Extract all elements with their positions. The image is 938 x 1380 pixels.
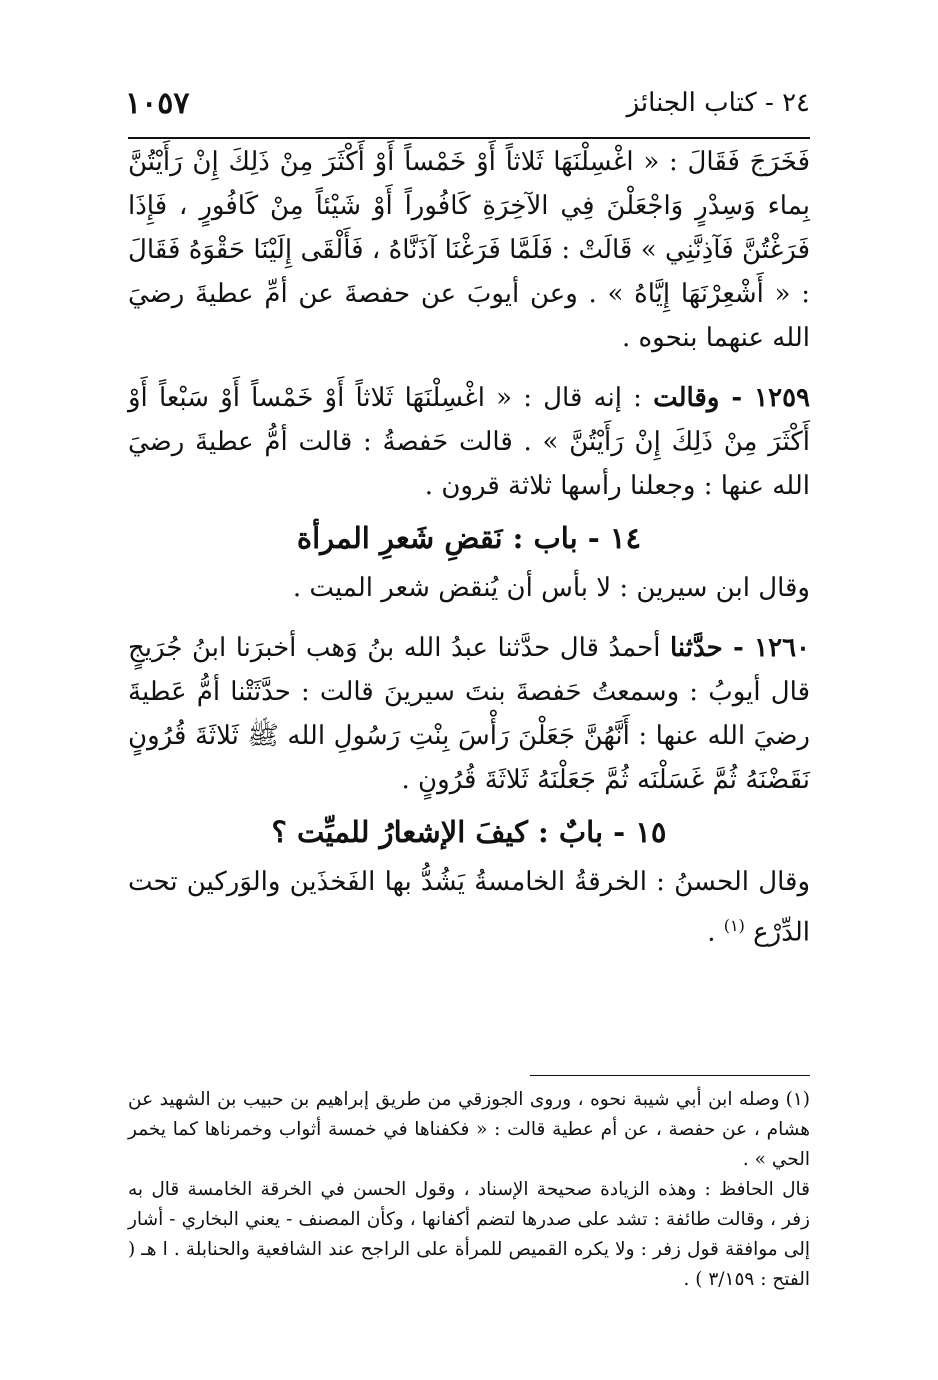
footnote-1 [128, 1085, 810, 1175]
hadith-1260-text: أحمدُ قال حدَّثنا عبدُ الله بنُ وَهب أخبرَنا ابنُ جُرَيجٍ قال أيوبُ : وسمعتُ حَفصةَ بنتَ سيرينَ قالت : حدَّثَتْنا أمُّ عَطيةَ رضيَ الله عنها : أَنَّهُنَّ جَعَلْنَ رَأْسَ بِنْتِ رَسُولِ الله ﷺ ثَلاثَةَ قُرُونٍ نَقَضْنَهُ ثُمَّ غَسَلْنَه ثُمَّ جَعَلْنَهُ ثَلاثَةَ قُرُونٍ . [128, 633, 810, 795]
footnote-1-continued [128, 1175, 810, 1295]
hadith-number-1259: ١٢٥٩ - وقالت [653, 383, 810, 413]
chapter-title: ٢٤ - كتاب الجنائز [626, 88, 810, 118]
paragraph-ibn-sirin [128, 566, 810, 610]
hadith-1259-text: : إنه قال : « اغْسِلْنَهَا ثَلاثاً أَوْ خَمْساً أَوْ سَبْعاً أَوْ أَكْثَرَ مِنْ ذَلِكَ إِنْ رَأَيْتُنَّ » . قالت حَفصةُ : قالت أمُّ عطيةَ رضيَ الله عنها : وجعلنا رأسها ثلاثة قرون . [128, 383, 810, 501]
ibn-sirin-text: وقال ابن سيرين : لا بأس أن يُنقض شعر الميت . [292, 573, 810, 603]
footnote-1-text: وصله ابن أبي شيبة نحوه ، وروى الجوزقي من طريق إبراهيم بن حبيب بن الشهيد عن هشام ، عن حفصة ، عن أم عطية قالت : « فكفناها في خمسة أثواب وخمرناها كما يخمر الحي » . [128, 1089, 810, 1170]
paragraph-1 [128, 140, 810, 360]
hasan-text: وقال الحسنُ : الخرقةُ الخامسةُ يَشُدُّ بها الفَخذَين والوَركين تحت الدِّرْع [128, 867, 810, 948]
hasan-text-end: . [707, 917, 724, 948]
header-rule [128, 137, 810, 139]
hadith-number-1260: ١٢٦٠ - حدَّثنا [670, 633, 810, 663]
paragraph-1-text: فَخَرَجَ فَقَالَ : « اغْسِلْنَهَا ثَلاثاً أَوْ خَمْساً أَوْ أَكْثَرَ مِنْ ذَلِكَ إِنْ رَأَيْتُنَّ بِماء وَسِدْرٍ وَاجْعَلْنَ فِي الآخِرَةِ كَافُوراً أَوْ شَيْئاً مِنْ كَافُورٍ ، فَإِذَا فَرَغْتُنَّ فَآذِنَّنِي » قَالَتْ : فَلَمَّا فَرَغْنَا آذَنَّاهُ ، فَأَلْقَى إِلَيْنَا حَقْوَهُ فَقَالَ : « أَشْعِرْنَهَا إِيَّاهُ » . وعن أيوبَ عن حفصةَ عن أمِّ عطيةَ رضيَ الله عنهما بنحوه . [128, 147, 811, 353]
footnote-1-label: (١) [785, 1089, 810, 1110]
chapter-heading-14: ١٤ - باب : نَقضِ شَعرِ المرأة [296, 521, 642, 555]
chapter-heading-15: ١٥ - بابٌ : كيفَ الإشعارُ للميِّت ؟ [271, 815, 667, 849]
page-number: ١٠٥٧ [125, 86, 190, 121]
footnote-reference: (١) [723, 916, 745, 935]
main-text [128, 140, 810, 955]
paragraph-hasan [128, 860, 810, 955]
paragraph-hadith-1260 [128, 626, 810, 802]
footnote-1-continued-text: قال الحافظ : وهذه الزيادة صحيحة الإسناد ، وقول الحسن في الخرقة الخامسة قال به زفر ، وقالت طائفة : تشد على صدرها لتضم أكفانها ، وكأن المصنف - يعني البخاري - أشار إلى موافقة قول زفر : ولا يكره القميص للمرأة على الراجح عند الشافعية والحنابلة . ا هـ ( الفتح : ٣/١٥٩ ) . [128, 1179, 810, 1290]
paragraph-hadith-1259 [128, 376, 810, 508]
footnotes [128, 1085, 810, 1295]
footnote-rule [530, 1075, 810, 1076]
